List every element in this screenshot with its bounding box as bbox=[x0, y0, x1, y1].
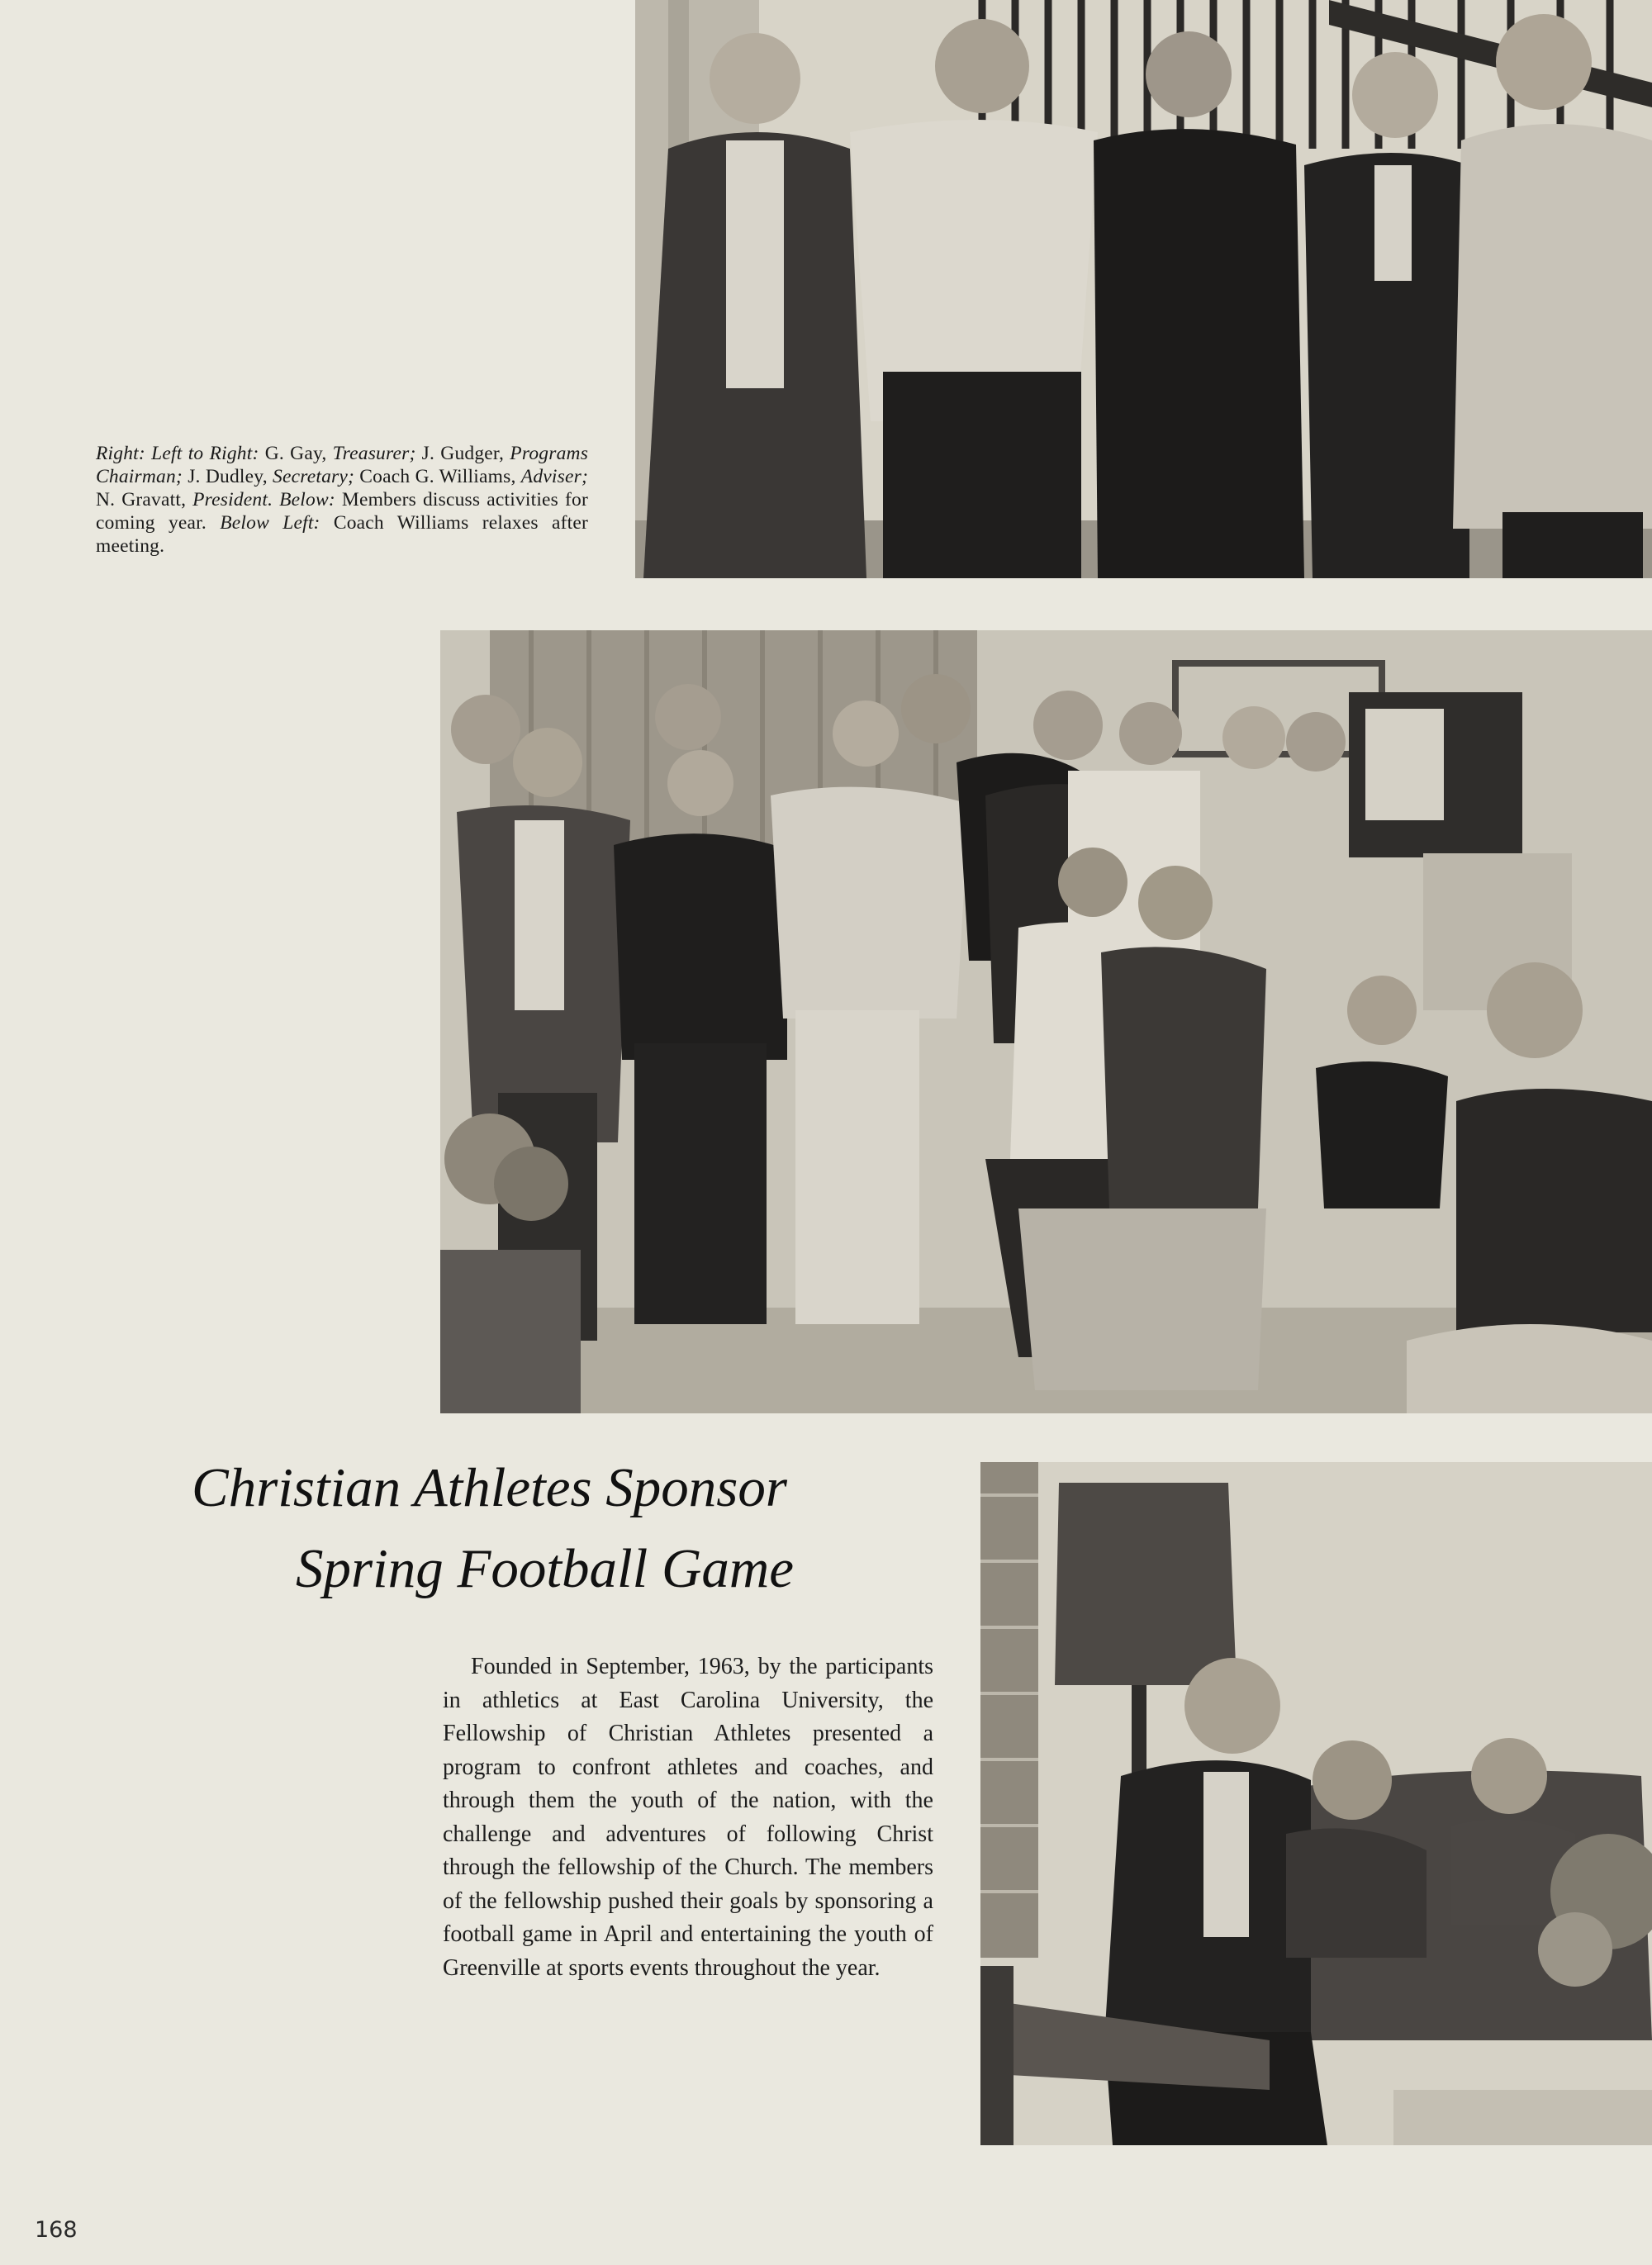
caption-label-right: Right: bbox=[96, 443, 145, 464]
caption-role-adviser: Adviser; bbox=[520, 466, 588, 487]
page-number: 168 bbox=[35, 2217, 78, 2243]
caption-name-gravatt: N. Gravatt, bbox=[96, 489, 187, 510]
caption-role-secretary: Secretary; bbox=[273, 466, 355, 487]
headline-line-2: Spring Football Game bbox=[296, 1538, 794, 1599]
headline-line-1: Christian Athletes Sponsor bbox=[192, 1457, 787, 1518]
caption-label-below: Below: bbox=[279, 489, 335, 510]
caption-role-president: President. bbox=[192, 489, 273, 510]
caption-text-below: Members discuss activities for coming year. bbox=[96, 489, 588, 534]
photo-members-meeting bbox=[440, 630, 1652, 1413]
caption-role-treasurer: Treasurer; bbox=[332, 443, 416, 464]
caption-name-gay: G. Gay, bbox=[264, 443, 327, 464]
caption-text-below-left: Coach Williams relaxes after meeting. bbox=[96, 512, 588, 557]
photo-caption bbox=[96, 442, 588, 558]
caption-role-programs-chairman: Programs Chairman; bbox=[96, 443, 589, 487]
caption-label-below-left: Below Left: bbox=[220, 512, 320, 534]
caption-label-left-to-right: Left to Right: bbox=[151, 443, 259, 464]
article-headline bbox=[149, 1447, 876, 1609]
article-body: Founded in September, 1963, by the participants in athletics at East Carolina University, the Fellowship of Christian Athletes presented a program to confront athletes and coaches, and through them the youth of the nation, with the challenge and adventures of following Christ through the fellowship of the Church. The members of the fellowship pushed their goals by sponsoring a football game in April and entertaining the youth of Greenville at sports events throughout the year. bbox=[443, 1654, 933, 1981]
caption-name-dudley: J. Dudley, bbox=[188, 466, 268, 487]
caption-name-williams: Coach G. Williams, bbox=[359, 466, 516, 487]
photo-coach-relaxes bbox=[980, 1462, 1652, 2145]
photo-officers bbox=[635, 0, 1652, 578]
caption-name-gudger: J. Gudger, bbox=[421, 443, 505, 464]
